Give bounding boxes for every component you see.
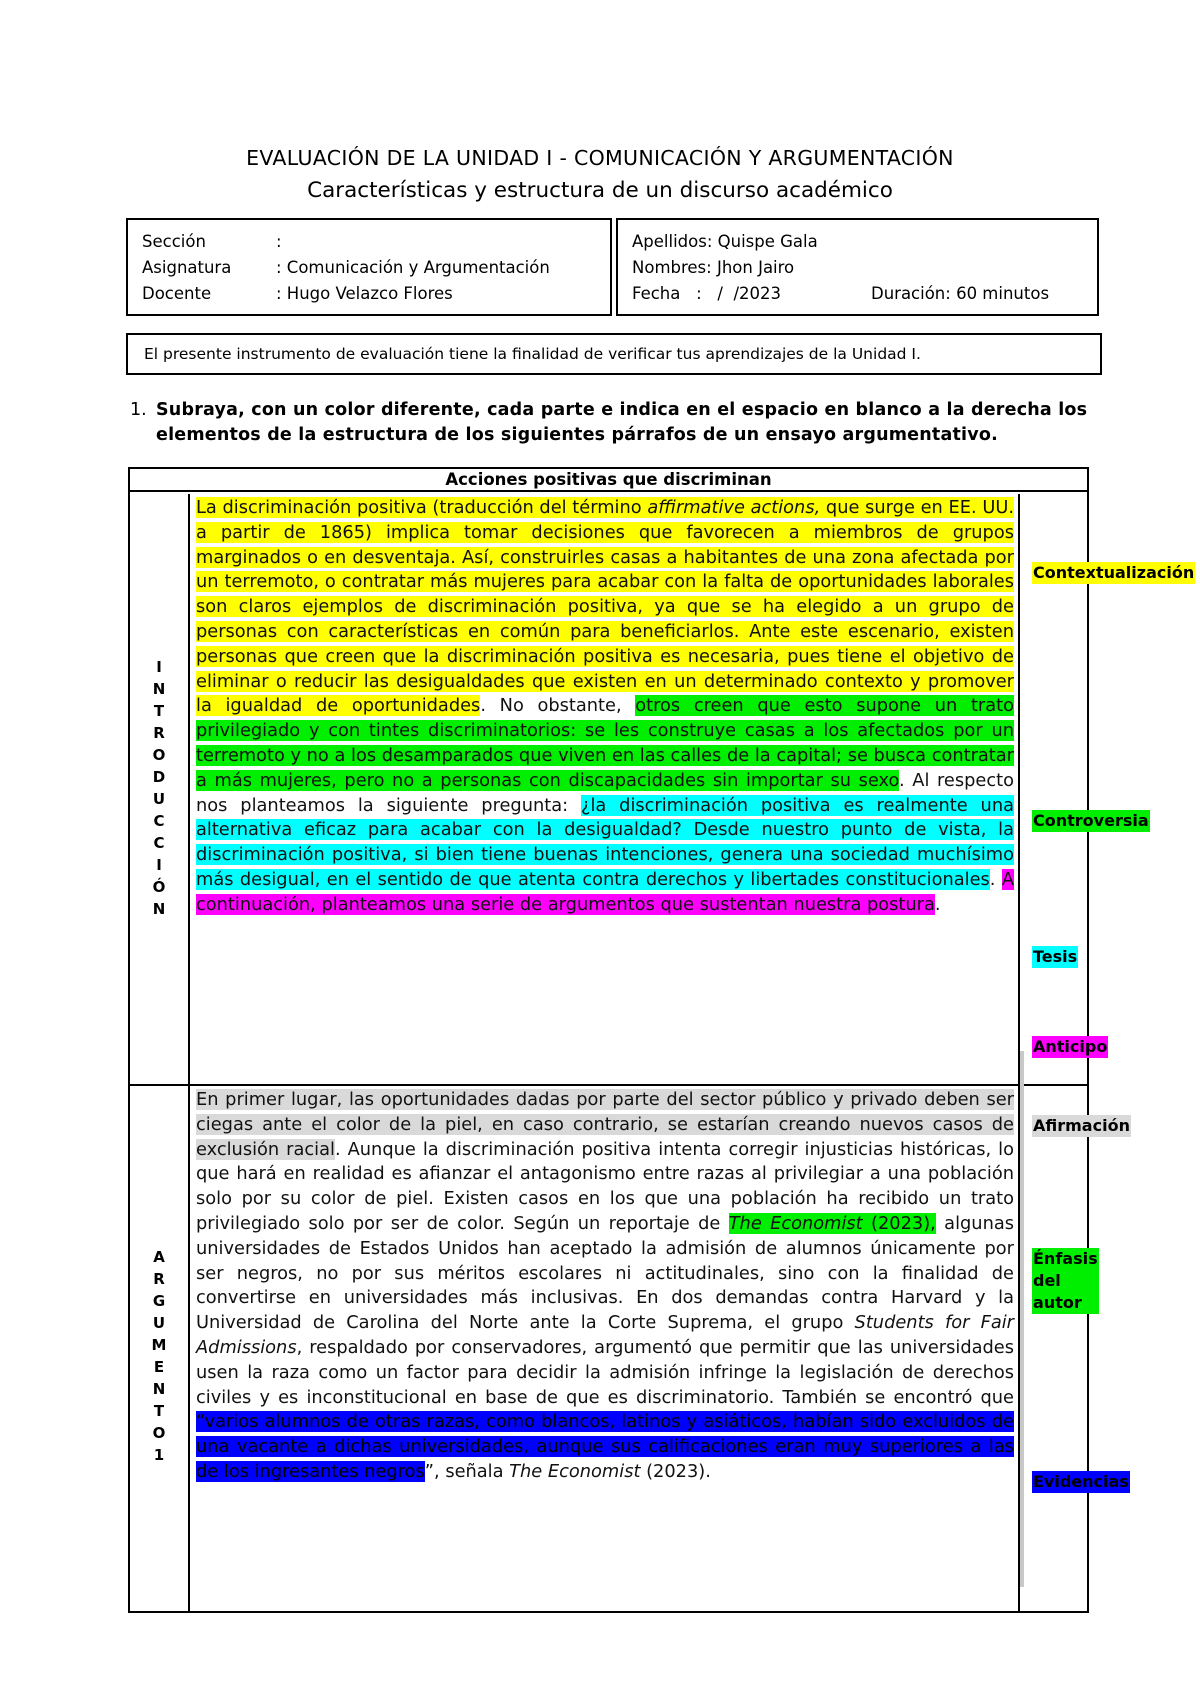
info-row-apellidos: Apellidos: Quispe Gala (632, 232, 818, 251)
info-row-fecha (632, 281, 1083, 307)
course-info-box (126, 218, 612, 316)
duracion-field: Duración: 60 minutos (871, 284, 1050, 303)
essay-table (128, 467, 1195, 1613)
info-label: Sección (142, 232, 206, 251)
info-value: : Comunicación y Argumentación (276, 258, 550, 277)
info-row-docente (142, 281, 596, 307)
info-label: Docente (142, 284, 212, 303)
student-info-box (616, 218, 1099, 316)
evidencias-text: “varios alumnos de otras razas, como blancos, latinos y asiáticos, habían sido excluidos de una vacante a dichas universidades, aunque sus calificaciones eran muy superiores a las de los ingresantes negros (196, 1411, 1014, 1482)
contextualizacion-text: La discriminación positiva (traducción del término affirmative actions, que surge en EE. UU. a partir de 1865) implica tomar decisiones que favorecen a miembros de grupos marginados o en desventaja. Así, construirles casas a habitantes de una zona afectada por un terremoto, o contratar más mujeres para acabar con la falta de oportunidades laborales son claros ejemplos de discriminación positiva, ya que se ha elegido a un grupo de personas con características en común para beneficiarlos. Ante este escenario, existen personas que creen que la discriminación positiva es necesaria, pues tiene el objetivo de eliminar o reducir las desigualdades que existen en un determinado contexto y promover la igualdad de oportunidades (196, 497, 1014, 717)
argument-1-paragraph: En primer lugar, las oportunidades dadas por parte del sector público y privado deben ser ciegas ante el color de la piel, en caso contrario, se estarían creando nuevos casos de exclusión racial. Aunque la discriminación positiva intenta corregir injusticias históricas, lo que hará en realidad es afianzar el antagonismo entre razas al privilegiar a una población solo por su color de piel. Existen casos en los que una población ha recibido un trato privilegiado solo por ser de color. Según un reportaje de The Economist (2023), algunas universidades de Estados Unidos han aceptado la admisión de alumnos únicamente por ser negros, no por sus méritos escolares ni actitudinales, sino con la finalidad de convertirse en universidades más inclusivas. En dos demandas contra Harvard y la Universidad de Carolina del Norte ante la Corte Suprema, el grupo Students for Fair Admissions, respaldado por conservadores, argumentó que permitir que las universidades usen la raza como un factor para decidir la admisión infringe la legislación de derechos civiles y es inconstitucional en base de que es discriminatorio. También se encontró que “varios alumnos de otras razas, como blancos, latinos y asiáticos, habían sido excluidos de una vacante a dichas universidades, aunque sus calificaciones eran muy superiores a las de los ingresantes negros”, señala The Economist (2023). (196, 1089, 1014, 1482)
gray-rule (1020, 1051, 1024, 1587)
info-row-seccion (142, 229, 596, 255)
tag-controversia: Controversia (1033, 811, 1149, 830)
tesis-text: ¿la discriminación positiva es realmente una alternativa eficaz para acabar con la desigualdad? Desde nuestro punto de vista, la discriminación positiva, si bien tiene buenas intenciones, genera una sociedad muchísimo más desigual, en el sentido de que atenta contra derechos y libertades constitucionales (196, 794, 1014, 890)
table-divider (130, 1084, 1087, 1086)
info-value: : (276, 232, 282, 251)
anticipo-text: A continuación, planteamos una serie de argumentos que sustentan nuestra postura (196, 868, 1015, 915)
info-row-nombres: Nombres: Jhon Jairo (632, 258, 795, 277)
intro-paragraph: La discriminación positiva (traducción del término affirmative actions, que surge en EE. UU. a partir de 1865) implica tomar decisiones que favorecen a miembros de grupos marginados o en desventaja. Así, construirles casas a habitantes de una zona afectada por un terremoto, o contratar más mujeres para acabar con la falta de oportunidades laborales son claros ejemplos de discriminación positiva, ya que se ha elegido a un grupo de personas con características en común para beneficiarlos. Ante este escenario, existen personas que creen que la discriminación positiva es necesaria, pues tiene el objetivo de eliminar o reducir las desigualdades que existen en un determinado contexto y promover la igualdad de oportunidades. No obstante, otros creen que esto supone un trato privilegiado y con tintes discriminatorios: se les construye casas a los afectados por un terremoto y no a los desamparados que viven en las calles de la capital; se busca contratar a más mujeres, pero no a personas con discapacidades sin importar su sexo. Al respecto nos planteamos la siguiente pregunta: ¿la discriminación positiva es realmente una alternativa eficaz para acabar con la desigualdad? Desde nuestro punto de vista, la discriminación positiva, si bien tiene buenas intenciones, genera una sociedad muchísimo más desigual, en el sentido de que atenta contra derechos y libertades constitucionales. A continuación, planteamos una serie de argumentos que sustentan nuestra postura. (196, 497, 1015, 915)
tag-anticipo: Anticipo (1033, 1037, 1108, 1056)
info-value: : Hugo Velazco Flores (276, 284, 453, 303)
question-1 (130, 398, 1105, 448)
info-row-asignatura (142, 255, 596, 281)
question-number: 1. (130, 400, 147, 420)
section-label-introduccion: I N T R O D U C C I Ó N (152, 658, 166, 918)
enfasis-text: The Economist (2023), (728, 1212, 936, 1234)
tag-enfasis: Énfasis del autor (1033, 1249, 1098, 1312)
question-text: Subraya, con un color diferente, cada parte e indica en el espacio en blanco a la derecha los elementos de la estructura de los siguientes párrafos de un ensayo argumentativo. (156, 400, 1088, 445)
tag-afirmacion: Afirmación (1033, 1116, 1130, 1135)
tag-contextualizacion: Contextualización (1033, 563, 1195, 582)
info-label: Asignatura (142, 258, 232, 277)
table-divider (188, 494, 190, 1611)
purpose-box: El presente instrumento de evaluación tiene la finalidad de verificar tus aprendizajes de la Unidad I. (126, 333, 1102, 375)
page-subtitle: Características y estructura de un discurso académico (307, 178, 893, 203)
section-label-argumento-1: A R G U M E N T O 1 (151, 1248, 167, 1464)
fecha-field: Fecha : / /2023 (632, 284, 782, 303)
table-title: Acciones positivas que discriminan (130, 469, 1087, 492)
page-title: EVALUACIÓN DE LA UNIDAD I - COMUNICACIÓN Y ARGUMENTACIÓN (246, 146, 954, 170)
controversia-text: otros creen que esto supone un trato privilegiado y con tintes discriminatorios: se les construye casas a los afectados por un terremoto y no a los desamparados que viven en las calles de la capital; se busca contratar a más mujeres, pero no a personas con discapacidades sin importar su sexo (196, 695, 1014, 791)
tag-tesis: Tesis (1033, 947, 1078, 966)
tag-evidencias: Evidencias (1033, 1472, 1129, 1491)
afirmacion-text: En primer lugar, las oportunidades dadas por parte del sector público y privado deben ser ciegas ante el color de la piel, en caso contrario, se estarían creando nuevos casos de exclusión racial (196, 1089, 1014, 1160)
